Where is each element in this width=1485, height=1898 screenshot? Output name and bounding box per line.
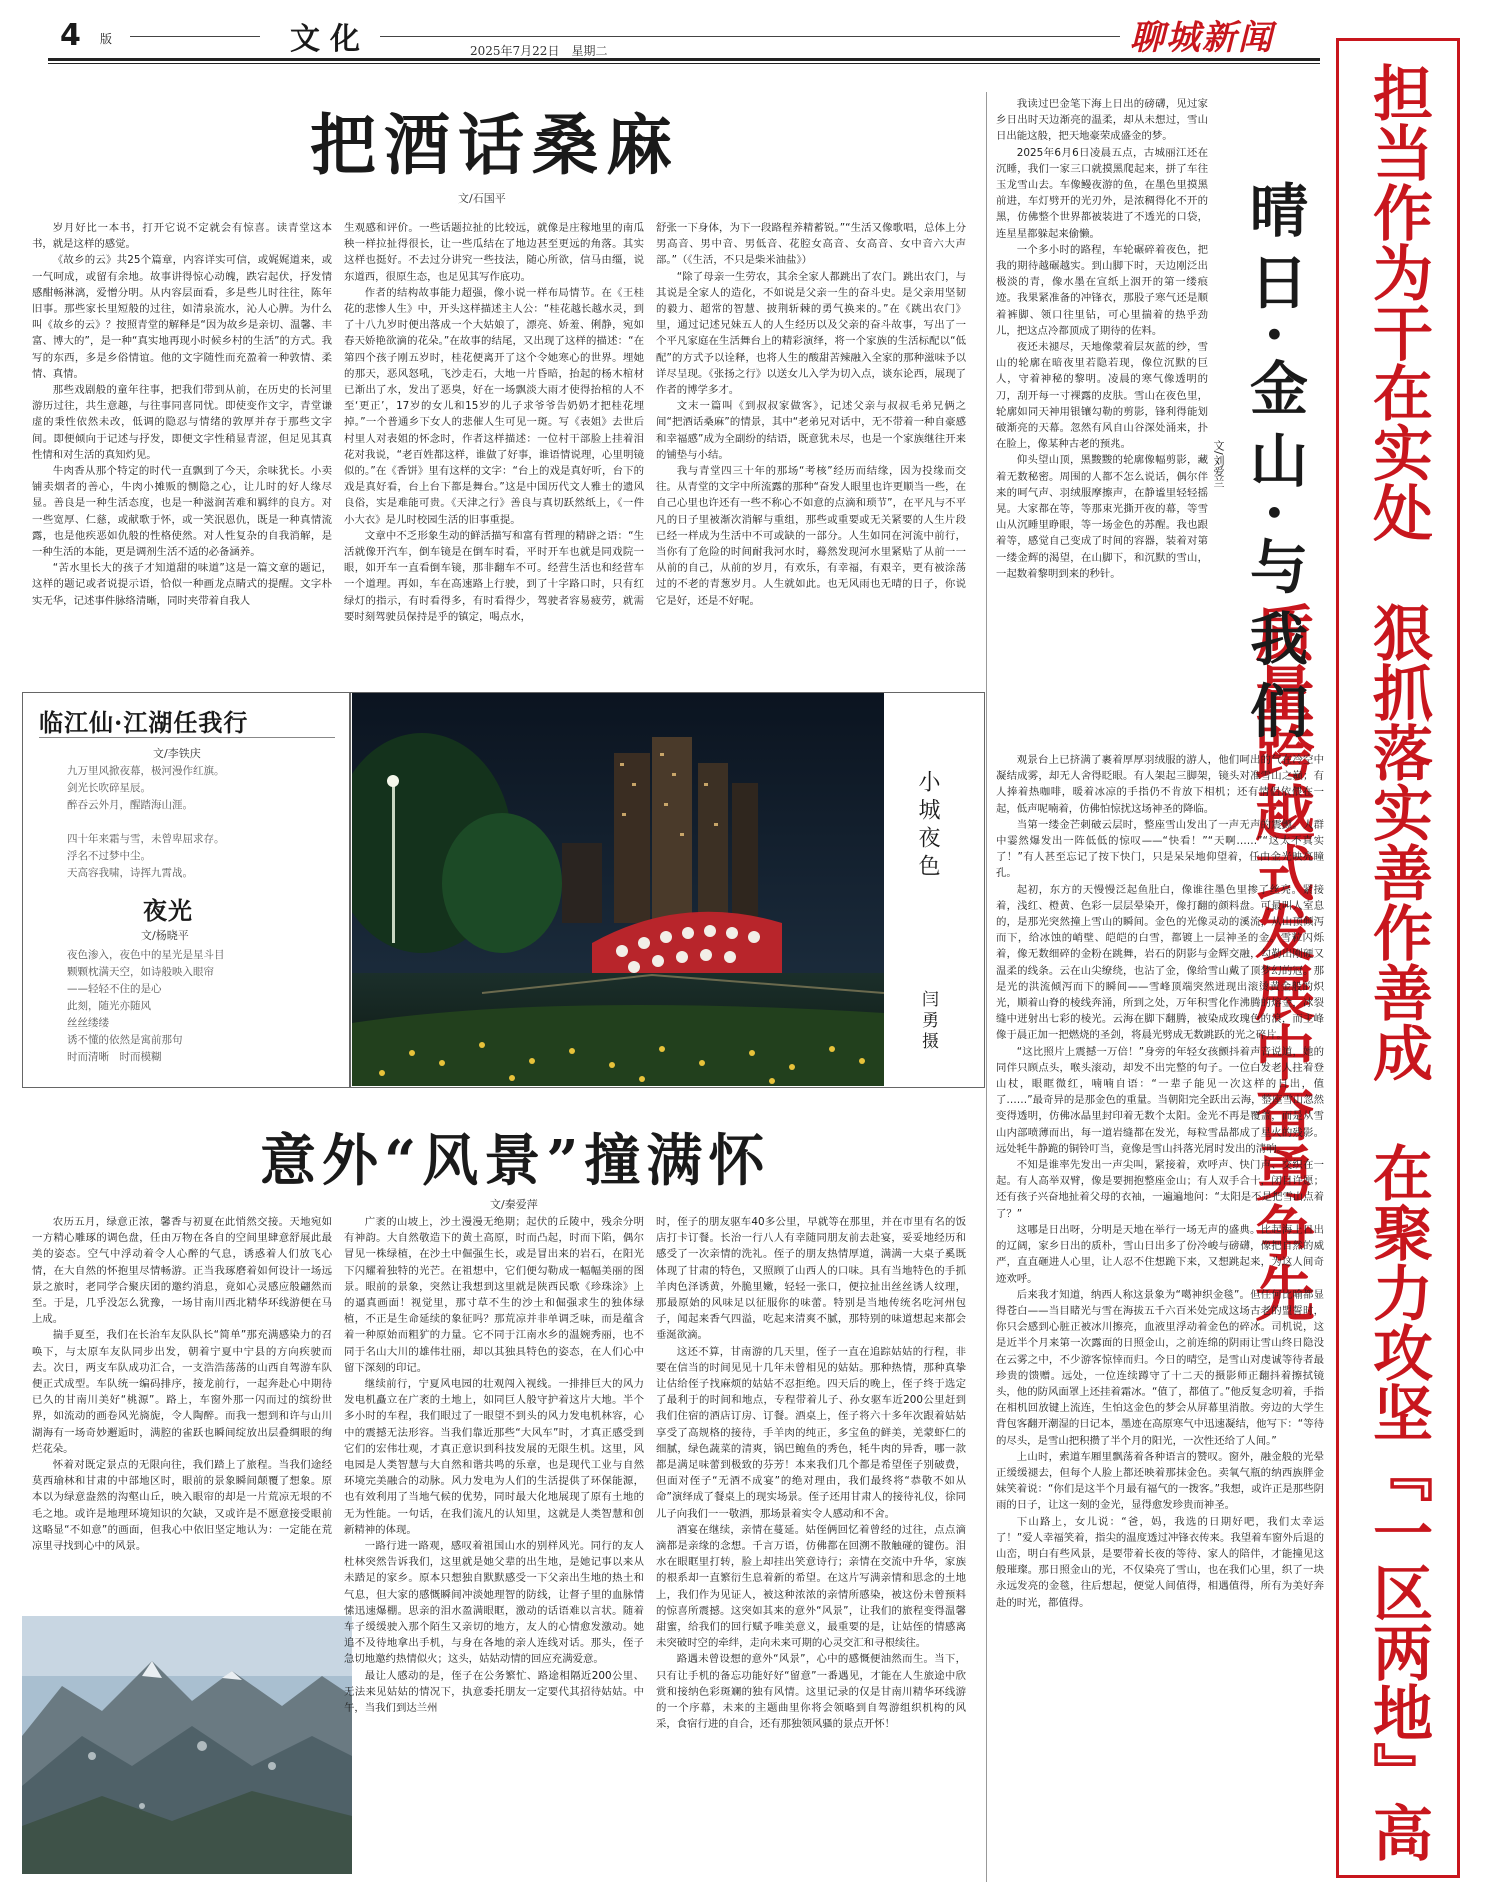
article3-title: 意外“风景”撞满怀 — [260, 1128, 771, 1194]
paragraph: 一路行进一路观，感叹着祖国山水的别样风光。同行的友人杜林突然告诉我们，这里就是她父辈的出生地，是她记事以来从未踏足的家乡。原本只想独自默默感受一下父亲出生地的热土和气息，但大家的感慨瞬间冲淡她理智的防线，让督子里的血脉情愫迅速爆棚。思亲的泪水盈满眼眶，激动的话语难以言状。随着车子缓缓驶入那个陌生又亲切的地方，友人的心情愈发激动。她追不及待地拿出手机，与身在各地的亲人连线对话。那头，侄子急切地邀约热情似火；这头，姑姑动情的回应充满爱意。 — [344, 1540, 644, 1666]
article1-column-1 — [32, 220, 332, 676]
paragraph: “这比照片上震撼一万倍！”身旁的年轻女孩颤抖着声音说道，她的同伴只顾点头，喉头滚动，却发不出完整的句子。一位白发老人拄着登山杖，眼眶微红，喃喃自语：“一辈子能见一次这样的日出，值了……”最奇异的是那金色的重量。当朝阳完全跃出云海，整座雪山忽然变得透明，仿佛冰晶里封印着无数个太阳。金光不再是覆盖，而是从雪山内部喷薄而出，每一道岩缝都在发光，每粒雪晶都成了星火的残影。远处牦牛静跪的铜铃叮当，竟像是雪山抖落光屑时发出的清响。 — [996, 1045, 1324, 1155]
poem-line: ——轻轻不住的是心 — [67, 983, 162, 995]
article2-column-1 — [996, 96, 1208, 746]
poem-line: 诱不懂的依然是寓前那句 — [67, 1034, 183, 1046]
poem1-body — [67, 763, 327, 882]
article1-byline: 文/石国平 — [458, 192, 506, 205]
poem-line: 丝丝缕缕 — [67, 1017, 109, 1029]
poem-line: 四十年来霜与雪，未曾卑屈求存。 — [67, 833, 225, 845]
article1-column-3 — [656, 220, 966, 676]
paragraph: 最让人感动的是，侄子在公务繁忙、路途相隔近200公里、无法来见姑姑的情况下，执意委托朋友一定要代其招待姑姑。中午，当我们到达兰州 — [344, 1669, 644, 1715]
poem2-body — [67, 947, 337, 1066]
column-divider — [986, 92, 987, 1882]
header-rule — [48, 63, 1320, 64]
section-title: 文化 — [290, 22, 370, 57]
paragraph: 我与青堂四三十年的那场“考核”经历而结缘，因为投缘而交往。从青堂的文字中所流露的那种“奋发人眼里也许更顺当一些，在自己心里也许还有一些不称心不如意的点滴和琐节”，在平凡与不平凡的日子里被渐次消解与重组，那些或重要或无关紧要的人生片段已经一样成为生活中不可或缺的一部分。人生如同在河流中前行，当你有了危险的时间耐我河水时，蓦然发现河水里紧贴了从前一一从前的自己，从前的岁月，有欢乐，有幸福，有艰辛，更有被涂荡过的不老的青葱岁月。人生就如此。也无风雨也无晴的日子，你说它是好，还是不好呢。 — [656, 465, 966, 607]
photo1-caption: 小城夜色 — [915, 770, 940, 882]
poem-box — [22, 692, 350, 1088]
page-number: 4 — [60, 18, 81, 53]
paragraph: 文章中不乏形象生动的鲜活描写和富有哲理的精辟之语：“生活就像开汽车，倒车镜是在倒车时看，平时开车也就是同戏院一眼，如开车一直看倒车镜，那非翻车不可。经营生活也和经营车一个道理。再如，车在高速路上行驶，到了十字路口时，只有红绿灯的指示，有时看得多，有时看得少，驾驶者容易疲劳，就需要时刻驾驶员保持是乎的镇定，喝点水， — [344, 529, 644, 623]
mountain-photo — [22, 1616, 352, 1874]
paragraph: 不知是谁率先发出一声尖叫，紧接着，欢呼声、快门声、交织在一起。有人高举双臂，像是要拥抱整座金山；有人双手合十，闭目许愿；还有孩子兴奋地扯着父母的衣袖，一遍遍地问：“太阳是不是把雪山点着了？” — [996, 1159, 1324, 1220]
paragraph: 当第一缕金芒刺破云层时，整座雪山发出了一声无声的震颤。人群中霎然爆发出一阵低低的惊叹——“快看！”“天啊……”“这太不真实了！”有人甚至忘记了按下快门，只是呆呆地仰望着，任由金光映亮瞳孔。 — [996, 818, 1324, 880]
paragraph: 一个多小时的路程，车轮碾碎着夜色，把我的期待越碾越实。到山脚下时，天边刚泛出极淡的青，像水墨在宣纸上洇开的第一缕痕迹。我果紧准备的冲锋衣，那股子寒气还是顺着裤脚、领口往里钻，可心里揣着的热乎劲儿，把这点冷都顶成了期待的佐料。 — [996, 243, 1208, 337]
article3-column-2 — [344, 1214, 644, 1879]
paragraph: 继续前行，宁夏风电园的壮观闯入视线。一排排巨大的风力发电机矗立在广袤的土地上，如同巨人般守护着这片大地。半个多小时的车程，我们眼过了一眼望不到头的风力发电机林容，心中的震撼无法形容。当我们靠近那些“大风车”时，才真正感受到它们的宏伟壮观，才真正意识到科技发展的无限生机。这里，风电园是人类智慧与大自然和谐共鸣的乐章，也是现代工业与自然环境完美融合的动脉。风力发电为人们的生活提供了环保能源，也有效利用了当地气候的优势，同时最大化地展现了原有土地的无为性能。一句话，在我们流凡的认知里，这就是人类智慧和创新精神的体现。 — [344, 1378, 644, 1536]
article3-column-1 — [32, 1214, 332, 1609]
poem-line — [67, 814, 327, 831]
paragraph: 《故乡的云》共25个篇章，内容详实可信，或娓娓道来，或一气呵成，或留有余地。故事讲得惊心动魄，跌宕起伏，抒发情感酣畅淋漓，爱憎分明。从内容层面看，多是些儿时往往，陈年旧事。那些家长里短般的过往，如清泉流水，沁人心脾。为什么叫《故乡的云》？按照青堂的解释是“因为故乡是亲切、温馨、丰富、博大的”，是一种“真实地再现小时候乡村的生活”的方式。我写的东西，多是乡俗情谊。他的文字随性而充盈着一种敦情、柔情、真情。 — [32, 254, 332, 380]
paragraph: 怀着对既定景点的无限向往，我们踏上了旅程。当我们途经莫西瑜林和甘肃的中部地区时，眼前的景象瞬间颠覆了想象。原本以为绿意盎然的沟壑山丘，映入眼帘的却是一片荒凉无垠的不毛之地。或许是地理环境知识的欠缺，又或许是不愿意接受眼前这略显“不如意”的画面，但我心中依旧坚定地认为：一定能在荒凉里寻找到心中的风景。 — [32, 1459, 332, 1553]
paragraph: 广袤的山坡上，沙土漫漫无绝期；起伏的丘陵中，残余分明有神韵。大自然敬造下的黄土高原，时而凸起，时而下陷，偶尔冒见一株绿植，在沙土中倔强生长，或是冒出来的岩石，在阳光下闪耀着独特的光芒。在祖想中，它们便勾勒成一幅幅美丽的图景。眼前的景象，突然让我想到这里就是陕西民歌《珍珠涂》上的逼真画面！视觉里，那寸草不生的沙土和倔强求生的独体绿植，不正是生命延续的象征吗？那荒凉并非单调乏味，而是蕴含着一种原始而粗犷的力量。它不同于江南水乡的温婉秀丽，也不同于名山大川的雄伟壮丽，却以其独具特色的姿态，在人们心中留下深刻的印记。 — [344, 1216, 644, 1374]
article2-title: 晴日·金山·与我们 — [1240, 180, 1308, 753]
poem-line: 夜色渗入，夜色中的星光是星斗目 — [67, 949, 225, 961]
poem-line: 时而清晰 时而模糊 — [67, 1051, 162, 1063]
poem2-author: 文/杨晓平 — [141, 929, 189, 942]
paragraph: 仰头望山顶，黑黢黢的轮廓像幅剪影，藏着无数秘密。周围的人都不怎么说话，偶尔伴来的呵气声、羽绒服摩擦声，在静谧里轻轻摇晃。大家都在等，等那束光撕开夜的幕，等雪山从沉睡里睁眼，等一场金色的苏醒。我也跟着等，感觉自己变成了时间的容器，装着对第一缕金辉的渴望，在山脚下，和沉默的雪山，一起数着黎明到来的秒针。 — [996, 454, 1208, 580]
photo1-credit: 闫勇摄 — [918, 990, 938, 1053]
paragraph: 2025年6月6日凌晨五点，古城丽江还在沉睡，我们一家三口就摸黑爬起来，拼了车往玉龙雪山去。车像鳗夜游的鱼，在墨色里摸黑前进，车灯劈开的光刃外，是浓稠得化不开的黑，仿佛整个世界都被装进了不透光的口袋，连星星都躲起来偷懒。 — [996, 146, 1208, 240]
poem-rule — [39, 737, 335, 738]
paragraph: 观景台上已挤满了裹着厚厚羽绒服的游人，他们呵出的气在冷空中凝结成雾，却无人舍得眨眼。有人架起三脚架，镜头对准雪山之巅；有人捧着热咖啡，暖着冰凉的手指仍不肯放下相机；还有情侣依偎在一起，低声呢喃着，仿佛怕惊扰这场神圣的降临。 — [996, 754, 1324, 815]
paragraph: 后来我才知道，纳西人称这景象为“噶神织金毯”。但任何比喻都显得苍白——当目睹光与雪在海拔五千六百米处完成这场古老的盟誓时，你只会感到心脏正被冰川擦亮，血液里浮动着金色的碎冰。司机说，这是近半个月来第一次露面的日照金山，之前连绵的阴雨让雪山终日隐没在云雾之中，不少游客惊悻而归。今日的晴空，是雪山对虔诚等待者最珍贵的馈赠。远处，一位连续蹲守了十二天的摄影师正翻抖着擦拭镜头，他的防风面罩上还挂着霜冰。“值了，都值了。”他反复念叨着，手指在相机回放键上流连，生怕这金色的梦会从屏幕里消散。旁边的大学生背包客翻开潮湿的日记本，墨迹在高原寒气中迅速凝结，他写下：“等待的尽头，是雪山把积攒了半个月的阳光，一次性还给了人间。” — [996, 1288, 1324, 1447]
paragraph: 作者的结构故事能力超强，像小说一样布局情节。在《王桂花的悲惨人生》中，开头这样描述主人公：“桂花越长越水灵，到了十八九岁时便出落成一个大姑娘了，漂亮、娇羞、俐静，宛如春天娇艳欲滴的花朵。”在故事的结尾，又出现了这样的描述：“在第四个孩子刚五岁时，桂花便离开了这个令她寒心的世界。埋她的那天，恶风怒吼，飞沙走石，大地一片昏暗，抬起的杨木棺材已渐出了水，发出了恶臭，好在一场飘淡大雨才使得抬棺的人不至‘更正’，17岁的女儿和15岁的儿子求爷爷告奶奶才把桂花埋掉。”一个普通乡下女人的悲催人生可见一斑。写《表姐》去世后村里人对表姐的怀念时，作者这样描述：一位村干部脸上挂着泪花对我说，“老百姓都这样，谁做了好事，谁语情说理，心里明镜似的。”在《香饼》里有这样的文字：“台上的戏是真好听，台下的戏是真好看，台上台下都是舞台。”这是中国历代文人雅士的遗风良俗，实是难能可贵。《天津之行》善良与真切跃然纸上，《一件小大衣》是儿时校园生活的旧事重提。 — [344, 286, 644, 526]
masthead-rule — [380, 36, 1120, 37]
header-rule — [48, 58, 1320, 61]
article2-byline: 文/刘爱兰 — [1212, 440, 1225, 488]
paragraph: 路遇未曾设想的意外“风景”，心中的感慨便油然而生。当下，只有让手机的备忘功能好好“留意”一番遇见，才能在人生旅途中欣赏和接纳色彩斑斓的独有风情。这里记录的仅是甘南川精华环线游的一个序幕，未来的主题曲里你将会领略到自驾游组织机构的风采，食宿行进的自合，还有那独领风骚的景点开怀！ — [656, 1653, 966, 1731]
poem-line: 此刻，随光亦随风 — [67, 1000, 151, 1012]
paper-logo: 聊城新闻 — [1130, 18, 1274, 58]
paragraph: 农历五月，绿意正浓，馨香与初夏在此悄然交接。天地宛如一方精心雕琢的调色盘，任由万物在各自的空间里肆意舒展此最美的姿态。空气中浮动着令人心醉的气息，诱惑着人们放飞心情，在大自然的怀抱里尽情畅游。正当我琢磨着如何设计一场远景之旅时，老同学合聚庆团的邀约消息，竟如心灵感应般翩然而至。于是，几乎没怎么犹豫，一场甘南川西北精华环线游便在马上成。 — [32, 1216, 332, 1326]
paragraph: 生观感和评价。一些话题拉扯的比较远，就像是庄稼地里的南瓜秧一样拉扯得很长，让一些瓜结在了地边甚至更远的角落。其实这样也挺好。不去过分讲究一些技法，随心所欲，信马由缰，说东道西，很原生态，也足见其写作底功。 — [344, 222, 644, 283]
paragraph: 岁月好比一本书，打开它说不定就会有惊喜。读青堂这本书，就是这样的感觉。 — [32, 222, 332, 251]
paragraph: 这还不算，甘南游的几天里，侄子一直在追踪姑姑的行程，非要在信当的时间见见十几年未曾相见的姑姑。那种热情，那种真挚让估给侄子找麻烦的姑姑不忍拒绝。四天后的晚上，侄子终于选定了最利于的时间和地点，专程带着儿子、孙女驱车近200公里赶到我们住宿的酒店订房、订餐。酒桌上，侄子将六十多年次跟着姑姑享受了高规格的接待，手羊肉的纯正，多宝鱼的鲜美，羌蒙虾仁的细腻，绿色蔬菜的清爽，锅巴鲍鱼的秀色，牦牛肉的异香，哪一款都是满足味蕾到极致的芬芳！本来我们几个都是希望侄子别破费，但面对侄子“无酒不成宴”的绝对理由，我们最终将“恭敬不如从命”演绎成了餐桌上的现实场景。侄子还用甘肃人的接待礼仪，徐同儿子向我们一一敬酒，那场景着实令人感动和不舍。 — [656, 1345, 966, 1520]
poem2-title: 夜光 — [143, 896, 193, 925]
paragraph: 文末一篇叫《到叔叔家做客》，记述父亲与叔叔毛弟兄俩之间“把酒话桑麻”的情景，其中“老弟兄对话中，无不带着一种自豪感和幸福感”成为全副纷的结语，既意犹未尽，也是一个家族继往开来的铺垫与小结。 — [656, 400, 966, 461]
poem-line: 醉吞云外月，醒踏海山涯。 — [67, 799, 193, 811]
paragraph: 上山时，索道车厢里飘荡着各种语言的赞叹。窗外，融金般的光晕正缓缓褪去，但每个人脸上都还映着那抹金色。卖氧气瓶的纳西族胖金妹笑着说：“你们是这半个月最有福气的一拨客。”我想，或许正是那些阴雨的日子，让这一刻的金光，显得愈发珍贵而神圣。 — [996, 1450, 1324, 1512]
article3-byline: 文/秦爱萍 — [490, 1198, 538, 1211]
article2-column-2 — [996, 752, 1324, 1880]
masthead-rule — [130, 36, 260, 37]
slogan-text: 担当作为干在实处 狠抓落实善作善成 在聚力攻坚『一区两地』高质量跨越式发展中奋勇争先 — [1245, 62, 1433, 1862]
article3-column-3 — [656, 1214, 966, 1879]
paragraph: 牛肉香从那个特定的时代一直飘到了今天，余味犹长。小卖铺卖烟者的善心，牛肉小摊贩的恻隐之心，让儿时的好人缘尽显。善良是一种生活态度，也是一种滋润苦难和羁绊的良方。对一些宽厚、仁慈，或献歌于怀，或一笑泯恩仇，既是一种真情流露，也是他疾恶如仇般的性格使然。对人性复杂的自我消解，是一种生活的本能，更是调剂生活不适的必备涵养。 — [32, 465, 332, 559]
poem1-author: 文/李铁庆 — [153, 747, 201, 760]
city-night-photo — [352, 693, 884, 1086]
page-unit: 版 — [100, 32, 113, 46]
poem-line: 九万里风掀夜幕，极河漫作红旗。 — [67, 765, 225, 777]
paragraph: 时，侄子的朋友驱车40多公里，早就等在那里，并在市里有名的饭店打卡订餐。长治一行八人有幸随同朋友前去赴宴，妥妥地经历和感受了一次亲情的洗礼。侄子的朋友热情厚道，满满一大桌子奚既体现了甘肃的特色，又照顾了山西人的口味。具有当地特色的手抓羊肉色泽诱黄，外脆里嫩，轻轻一张口，便拉扯出丝丝诱人纹理，那最原始的风味足以征服你的味蕾。特别是当地传统名吃河州包子，闻起来香气四溢，吃起来清爽不腻，那特别的味道想起来都会垂涎欲滴。 — [656, 1216, 966, 1342]
paragraph: 那些戏剧般的童年往事，把我们带到从前，在历史的长河里游历过往，共生意趣，与往事同喜同忧。即使变作文字，青堂谦虚的秉性依然未改，低调的隐忍与情绪的敦厚并存于那些文字间。即便倾向于记述与抒发，即便文字性稍显青涩，但足见其真性情和对生活的真知灼见。 — [32, 384, 332, 461]
paragraph: “除了母亲一生劳农，其余全家人都跳出了农门。跳出农门，与其说是全家人的造化，不如说是父亲一生的奋斗史。是父亲用坚韧的毅力、超常的智慧、披荆斩棘的勇气换来的。”在《跳出农门》里，通过记述兄妹五人的人生经历以及父亲的奋斗故事，写出了一个平凡家庭在生活舞台上的精彩演绎，将一个家族的生活标配以“低配”的方式予以诠释，也将人生的酸甜苦辣融入全家的那种滋味予以详尽呈现。《张扬之行》以送女儿入学为切入点，谈东论西，展现了作者的博学多才。 — [656, 270, 966, 397]
paragraph: 我读过巴金笔下海上日出的磅礴，见过家乡日出时天边渐亮的温柔，却从未想过，雪山日出能这般，把天地豪荣成盛金的梦。 — [996, 98, 1208, 143]
paragraph: 舒张一下身体，为下一段路程养精蓄锐。”“生活又像歌唱，总体上分男高音、男中音、男低音、花腔女高音、女高音、女中音六大声部。”（《生活，不只是柴米油盐》） — [656, 222, 966, 267]
poem-line: 剑光长吹碎星辰。 — [67, 782, 151, 794]
paragraph: “苦水里长大的孩子才知道甜的味道”这是一篇文章的题记，这样的题记或者说提示语，恰似一种画龙点睛式的提醒。文字朴实无华，记述事件脉络清晰，同时夹带着自我人 — [32, 562, 332, 607]
paragraph: 夜还未褪尽，天地像蒙着层灰蓝的纱，雪山的轮廓在暗夜里若隐若现，像位沉默的巨人，守着神秘的黎明。凌晨的寒气像透明的刀，刮开每一寸裸露的皮肤。雪山在夜色里，轮廓如同天神用银镶勾勒的剪影，锋利得能划破渐亮的天幕。忽然有风自山谷深处涌来，扑在脸上，像某种古老的预兆。 — [996, 341, 1208, 451]
poem1-title: 临江仙·江湖任我行 — [39, 708, 249, 737]
poem-line: 浮名不过梦中尘。 — [67, 850, 151, 862]
article1-title: 把酒话桑麻 — [310, 106, 680, 184]
poem-line: 颗颗枕满天空，如诗般映入眼帘 — [67, 966, 214, 978]
paragraph: 揣手夏至，我们在长治车友队队长“简单”那充满感染力的召唤下，与太原车友队同步出发，朝着宁夏中宁县的方向疾驶而去。次日，两支车队成功汇合，一支浩浩荡荡的山西自驾游车队便正式成型。车队统一编码排序，接龙前行，一起奔赴心中期待已久的甘南川美好“桃源”。路上，车窗外那一闪而过的缤纷世界，如流动的画卷风光旖旎，令人陶醉。而我一想到和许与山川湖海有一场奇妙邂逅时，满腔的雀跃也瞬间绽放出层叠绸眼的绚烂花朵。 — [32, 1329, 332, 1455]
paragraph: 起初，东方的天慢慢泛起鱼肚白，像谁往墨色里掺了丝亮。紧接着，浅红、橙黄、色彩一层层晕染开，像打翻的颜料盘。可最叫人室息的，是那光突然撞上雪山的瞬间。金色的光像灵动的溪流，从山顶倾泻而下，给冰蚀的峭壁、皑皑的白雪，都镀上一层神圣的金。雪粒闪烁着，像无数细碎的金粉在跳舞，岩石的阴影与金辉交融，勾勒出刚硬又温柔的线条。云在山尖缭绕，也沾了金，像给雪山戴了顶梦幻的冠。那是光的洪流倾泻而下的瞬间——雪峰顶端突然迸现出滚烫黄金般的炽光，顺着山脊的棱线奔涌，所到之处，万年积雪化作沸腾的熔金，冰裂缝中迸射出七彩的棱光。云海在脚下翻腾，被染成玫瑰色的浪，而主峰像于晨正加一把燃烧的圣剑，将晨光劈成无数跳跃的光之碎片。 — [996, 883, 1324, 1042]
paragraph: 这哪是日出呀，分明是天地在举行一场无声的盛典。比起海上日出的辽阔，家乡日出的质朴，雪山日出多了份冷峻与磅礴，像把自然的威严，直直砸进人心里，让人忍不住想跪下来，又想跳起来，为这人间奇迹欢呼。 — [996, 1223, 1324, 1285]
paragraph: 下山路上，女儿说：“爸，妈，我选的日期好吧，我们太幸运了！”爱人幸福笑着，指尖的温度透过冲锋衣传来。我望着车窗外后退的山峦，明白有些风景，是要带着长夜的等待、家人的陪伴，才能撞见这般璀璨。那日照金山的光，不仅染亮了雪山，也在我们心里，织了一块永远发亮的金毯，往后想起，便觉人间值得，相遇值得，所有为美好奔赴的时光，都值得。 — [996, 1515, 1324, 1609]
poem-line: 天高容我啸，诗挥九霄战。 — [67, 867, 193, 879]
dateline: 2025年7月22日 星期二 — [470, 44, 608, 58]
paragraph: 酒宴在继续，亲情在蔓延。姑侄俩回忆着曾经的过往，点点滴滴都是亲缘的念想。千言万语，仿佛都在回溯不散触碰的键伤。泪水在眼眶里打转，脸上却挂出笑意诗行；亲情在交流中升华，家族的根系却一直繁衍生息着新的希望。在这片写满亲情和思念的土地上，我们作为见证人，被这种浓浓的亲情所感染，被这份未曾预料的惊喜所震撼。这突如其来的意外“风景”，让我们的旅程变得温馨甜蜜，给我们的回行赋予唯美意义，最重要的是，让姑侄的情感离未突破时空的牵绊，走向未来可期的心灵交汇和寻根续往。 — [656, 1523, 966, 1650]
article1-column-2 — [344, 220, 644, 676]
